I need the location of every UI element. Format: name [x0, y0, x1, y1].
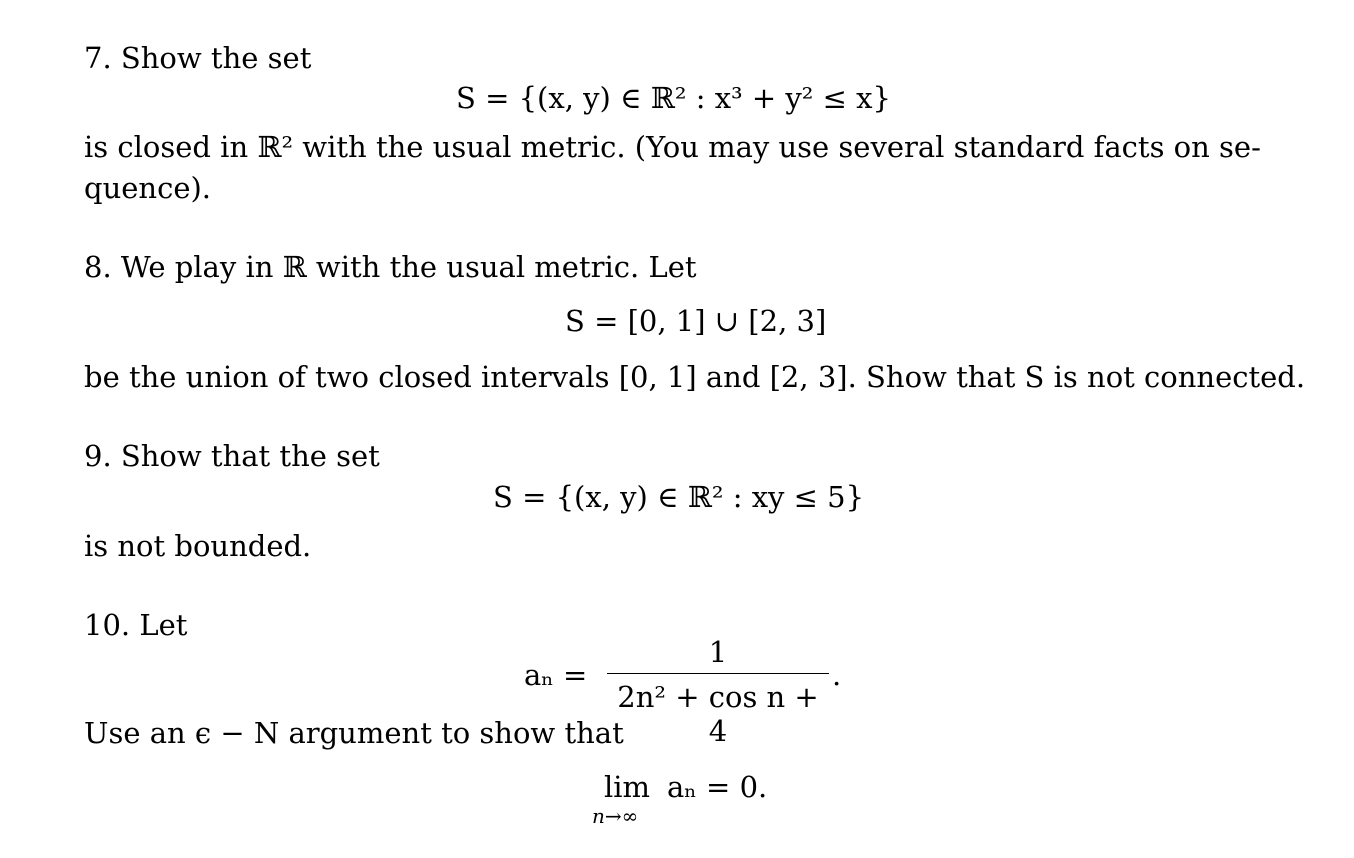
problem-7-heading: 7. Show the set — [84, 41, 312, 75]
problem-9-heading: 9. Show that the set — [84, 439, 380, 473]
limit-subscript: n→∞ — [592, 804, 639, 828]
problem-10-heading: 10. Let — [84, 608, 188, 642]
problem-8-body: be the union of two closed intervals [0, 1] and [2, 3]. Show that S is not connected. — [84, 360, 1306, 394]
problem-9-formula: S = {(x, y) ∈ ℝ² : xy ≤ 5} — [493, 480, 865, 514]
problem-7-body-line1: is closed in ℝ² with the usual metric. (You may use several standard facts on se- — [84, 130, 1261, 164]
problem-10-period: . — [832, 658, 842, 692]
problem-10-fraction — [607, 635, 829, 748]
problem-10-lhs: aₙ = — [524, 658, 588, 692]
problem-7-formula: S = {(x, y) ∈ ℝ² : x³ + y² ≤ x} — [456, 81, 891, 115]
problem-8-formula: S = [0, 1] ∪ [2, 3] — [565, 304, 827, 338]
problem-10-body: Use an ϵ − N argument to show that — [84, 716, 624, 750]
problem-8-heading: 8. We play in ℝ with the usual metric. Let — [84, 250, 697, 284]
fraction-numerator: 1 — [708, 635, 728, 669]
fraction-denominator: 2n² + cos n + 4 — [617, 680, 819, 748]
fraction-bar — [607, 673, 829, 674]
limit-rhs: aₙ = 0. — [667, 770, 768, 804]
problem-7-body-line2: quence). — [84, 171, 212, 205]
limit-operator: lim — [604, 770, 651, 804]
problem-9-body: is not bounded. — [84, 529, 312, 563]
